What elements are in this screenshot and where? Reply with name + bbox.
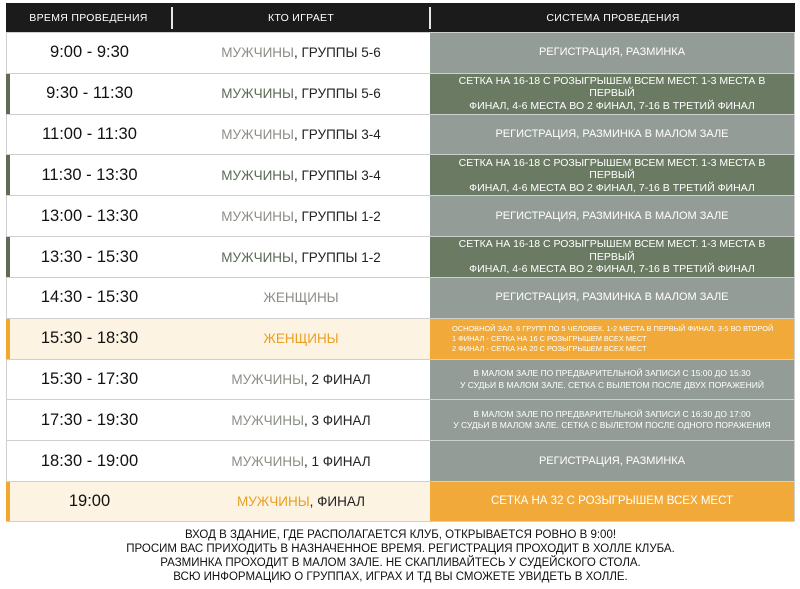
system-line: ОСНОВНОЙ ЗАЛ. 6 ГРУПП ПО 5 ЧЕЛОВЕК. 1-2 МЕСТА В ПЕРВЫЙ ФИНАЛ, 3-5 ВО ВТОРОЙ — [452, 323, 774, 333]
table-row — [7, 32, 794, 73]
table-row — [7, 399, 794, 440]
header-who: КТО ИГРАЕТ — [267, 11, 335, 24]
time-cell: 18:30 - 19:00 — [40, 451, 139, 470]
who-detail: , ФИНАЛ — [309, 494, 366, 510]
who-cell — [172, 319, 430, 359]
system-cell — [430, 400, 794, 440]
system-line: 2 ФИНАЛ - СЕТКА НА 20 С РОЗЫГРЫШЕМ ВСЕХ МЕСТ — [452, 343, 647, 353]
header-system: СИСТЕМА ПРОВЕДЕНИЯ — [546, 11, 680, 24]
system-cell — [430, 74, 794, 114]
who-cell — [172, 482, 430, 521]
time-cell: 14:30 - 15:30 — [40, 288, 139, 307]
system-cell — [430, 155, 794, 195]
system-line: В МАЛОМ ЗАЛЕ ПО ПРЕДВАРИТЕЛЬНОЙ ЗАПИСИ С 15:00 ДО 15:30 — [473, 368, 751, 379]
time-cell: 15:30 - 17:30 — [40, 370, 139, 389]
who-group: МУЖЧИНЫ — [221, 127, 294, 143]
system-cell: РЕГИСТРАЦИЯ, РАЗМИНКА В МАЛОМ ЗАЛЕ — [430, 278, 794, 318]
time-cell: 13:00 - 13:30 — [40, 206, 139, 225]
who-cell — [172, 155, 430, 195]
system-line: СЕТКА НА 16-18 С РОЗЫГРЫШЕМ ВСЕМ МЕСТ. 1-3 МЕСТА В ПЕРВЫЙ — [458, 238, 766, 263]
schedule-table — [6, 32, 795, 522]
system-line: ФИНАЛ, 4-6 МЕСТА ВО 2 ФИНАЛ, 7-16 В ТРЕТИЙ ФИНАЛ — [469, 100, 755, 113]
header-time: ВРЕМЯ ПРОВЕДЕНИЯ — [29, 11, 148, 24]
who-group: ЖЕНЩИНЫ — [263, 290, 339, 306]
system-line: СЕТКА НА 16-18 С РОЗЫГРЫШЕМ ВСЕМ МЕСТ. 1-3 МЕСТА В ПЕРВЫЙ — [458, 74, 766, 100]
who-detail: , 3 ФИНАЛ — [304, 412, 371, 428]
table-row — [7, 114, 794, 155]
system-line: СЕТКА НА 16-18 С РОЗЫГРЫШЕМ ВСЕМ МЕСТ. 1-3 МЕСТА В ПЕРВЫЙ — [458, 156, 766, 182]
who-group: МУЖЧИНЫ — [221, 86, 294, 102]
time-cell: 11:00 - 11:30 — [42, 125, 137, 144]
who-cell — [172, 360, 430, 400]
system-cell: РЕГИСТРАЦИЯ, РАЗМИНКА В МАЛОМ ЗАЛЕ — [430, 196, 794, 236]
who-cell — [172, 278, 430, 318]
who-group: МУЖЧИНЫ — [221, 167, 294, 183]
time-cell: 19:00 — [68, 492, 111, 511]
who-group: МУЖЧИНЫ — [236, 494, 310, 510]
who-detail: , ГРУППЫ 5-6 — [293, 86, 381, 102]
table-header — [6, 3, 795, 32]
who-cell — [172, 74, 430, 114]
table-row — [7, 236, 794, 277]
who-detail: , ГРУППЫ 1-2 — [293, 249, 381, 265]
who-group: МУЖЧИНЫ — [221, 249, 294, 265]
system-line: ФИНАЛ, 4-6 МЕСТА ВО 2 ФИНАЛ, 7-16 В ТРЕТИЙ ФИНАЛ — [469, 181, 755, 194]
time-cell: 11:30 - 13:30 — [41, 165, 138, 184]
who-group: ЖЕНЩИНЫ — [263, 331, 339, 347]
who-group: МУЖЧИНЫ — [221, 45, 294, 61]
system-cell — [430, 237, 794, 277]
system-cell: СЕТКА НА 32 С РОЗЫГРЫШЕМ ВСЕХ МЕСТ — [430, 482, 794, 521]
table-row — [7, 154, 794, 195]
who-group: МУЖЧИНЫ — [231, 372, 305, 388]
who-detail: , ГРУППЫ 3-4 — [293, 167, 381, 183]
system-line: У СУДЬИ В МАЛОМ ЗАЛЕ. СЕТКА С ВЫЛЕТОМ ПОСЛЕ ОДНОГО ПОРАЖЕНИЯ — [453, 420, 771, 431]
who-detail: , 1 ФИНАЛ — [304, 453, 371, 469]
who-detail: , ГРУППЫ 1-2 — [293, 208, 381, 224]
system-cell — [430, 360, 794, 400]
who-detail: , 2 ФИНАЛ — [304, 372, 371, 388]
table-row — [7, 440, 794, 481]
who-detail: , ГРУППЫ 3-4 — [293, 127, 381, 143]
time-cell: 9:00 - 9:30 — [50, 43, 129, 62]
who-group: МУЖЧИНЫ — [231, 453, 305, 469]
footer-line: РАЗМИНКА ПРОХОДИТ В МАЛОМ ЗАЛЕ. НЕ СКАПЛИВАЙТЕСЬ У СУДЕЙСКОГО СТОЛА. — [160, 557, 641, 569]
footer-line: ВХОД В ЗДАНИЕ, ГДЕ РАСПОЛАГАЕТСЯ КЛУБ, ОТКРЫВАЕТСЯ РОВНО В 9:00! — [184, 529, 617, 541]
system-cell: РЕГИСТРАЦИЯ, РАЗМИНКА — [430, 33, 794, 73]
system-line: ФИНАЛ, 4-6 МЕСТА ВО 2 ФИНАЛ, 7-16 В ТРЕТИЙ ФИНАЛ — [469, 263, 755, 276]
table-row — [7, 277, 794, 318]
who-cell — [172, 115, 430, 155]
who-cell — [172, 441, 430, 481]
time-cell: 13:30 - 15:30 — [40, 247, 139, 266]
time-cell: 15:30 - 18:30 — [40, 329, 139, 348]
who-group: МУЖЧИНЫ — [231, 412, 305, 428]
who-cell — [172, 400, 430, 440]
system-cell: РЕГИСТРАЦИЯ, РАЗМИНКА В МАЛОМ ЗАЛЕ — [430, 115, 794, 155]
who-cell — [172, 196, 430, 236]
table-row — [7, 359, 794, 400]
table-row — [7, 481, 794, 522]
footer-line: ВСЮ ИНФОРМАЦИЮ О ГРУППАХ, ИГРАХ И ТД ВЫ СМОЖЕТЕ УВИДЕТЬ В ХОЛЛЕ. — [173, 571, 628, 583]
who-cell — [172, 33, 430, 73]
table-row — [7, 73, 794, 114]
footer-notes — [6, 528, 795, 584]
footer-line: ПРОСИМ ВАС ПРИХОДИТЬ В НАЗНАЧЕННОЕ ВРЕМЯ. РЕГИСТРАЦИЯ ПРОХОДИТ В ХОЛЛЕ КЛУБА. — [126, 543, 675, 555]
system-cell: РЕГИСТРАЦИЯ, РАЗМИНКА — [430, 441, 794, 481]
system-cell — [430, 319, 794, 359]
who-detail: , ГРУППЫ 5-6 — [293, 45, 381, 61]
table-row — [7, 318, 794, 359]
who-cell — [172, 237, 430, 277]
table-row — [7, 195, 794, 236]
time-cell: 9:30 - 11:30 — [46, 84, 133, 103]
system-line: 1 ФИНАЛ - СЕТКА НА 16 С РОЗЫГРЫШЕМ ВСЕХ МЕСТ — [452, 333, 647, 343]
system-line: В МАЛОМ ЗАЛЕ ПО ПРЕДВАРИТЕЛЬНОЙ ЗАПИСИ С 16:30 ДО 17:00 — [473, 409, 751, 420]
time-cell: 17:30 - 19:30 — [40, 410, 139, 429]
who-group: МУЖЧИНЫ — [221, 208, 294, 224]
system-line: У СУДЬИ В МАЛОМ ЗАЛЕ. СЕТКА С ВЫЛЕТОМ ПОСЛЕ ДВУХ ПОРАЖЕНИЙ — [460, 379, 764, 390]
